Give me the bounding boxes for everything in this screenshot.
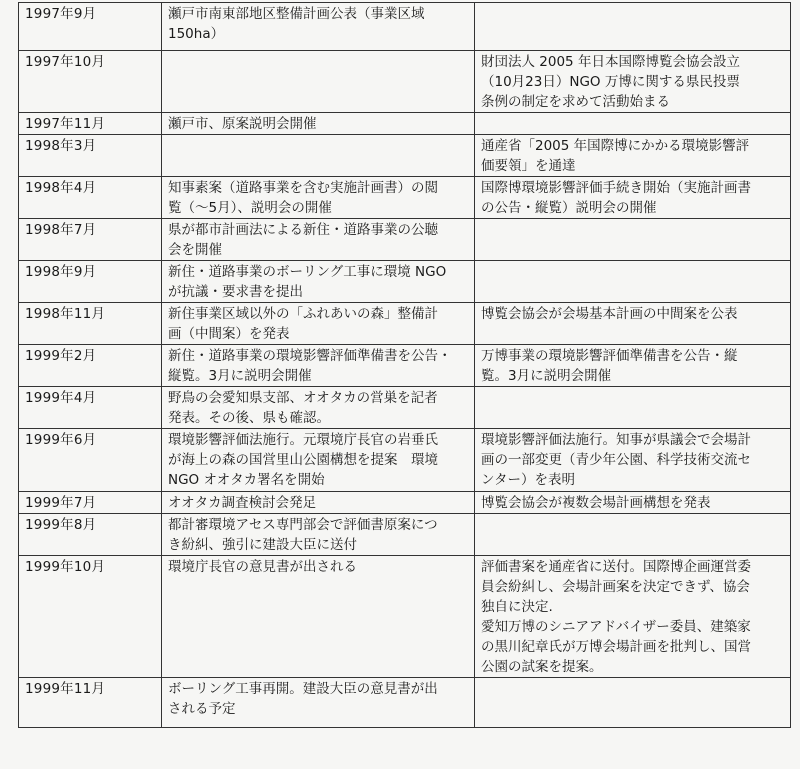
- table-row: [19, 3, 791, 51]
- date-cell: 1998年7月: [19, 219, 162, 261]
- table-row: [19, 387, 791, 429]
- date-cell: 1999年11月: [19, 678, 162, 728]
- date-cell: 1997年9月: [19, 3, 162, 51]
- table-row: [19, 492, 791, 514]
- date-cell: 1999年2月: [19, 345, 162, 387]
- table-row: [19, 177, 791, 219]
- table-row: [19, 514, 791, 556]
- table-row: [19, 303, 791, 345]
- local-event-cell: 野鳥の会愛知県支部、オオタカの営巣を記者 発表。その後、県も確認。: [162, 387, 475, 429]
- expo-event-cell: 通産省「2005 年国際博にかかる環境影響評 価要領」を通達: [475, 135, 791, 177]
- local-event-cell: 県が都市計画法による新住・道路事業の公聴 会を開催: [162, 219, 475, 261]
- expo-event-cell: [475, 387, 791, 429]
- expo-event-cell: [475, 113, 791, 135]
- expo-event-cell: [475, 3, 791, 51]
- date-cell: 1998年3月: [19, 135, 162, 177]
- expo-event-cell: [475, 514, 791, 556]
- local-event-cell: 環境影響評価法施行。元環境庁長官の岩垂氏 が海上の森の国営里山公園構想を提案 環境 NGO オオタカ署名を開始: [162, 429, 475, 492]
- table-row: [19, 51, 791, 113]
- local-event-cell: 新住・道路事業のボーリング工事に環境 NGO が抗議・要求書を提出: [162, 261, 475, 303]
- local-event-cell: 知事素案（道路事業を含む実施計画書）の閲 覧（〜5月）、説明会の開催: [162, 177, 475, 219]
- date-cell: 1999年7月: [19, 492, 162, 514]
- expo-event-cell: [475, 678, 791, 728]
- date-cell: 1999年6月: [19, 429, 162, 492]
- date-cell: 1998年9月: [19, 261, 162, 303]
- expo-event-cell: 博覧会協会が複数会場計画構想を発表: [475, 492, 791, 514]
- local-event-cell: 瀬戸市、原案説明会開催: [162, 113, 475, 135]
- table-row: [19, 556, 791, 678]
- expo-event-cell: [475, 219, 791, 261]
- date-cell: 1998年11月: [19, 303, 162, 345]
- local-event-cell: ボーリング工事再開。建設大臣の意見書が出 される予定: [162, 678, 475, 728]
- date-cell: 1999年8月: [19, 514, 162, 556]
- local-event-cell: [162, 135, 475, 177]
- local-event-cell: 都計審環境アセス専門部会で評価書原案につ き紛糾、強引に建設大臣に送付: [162, 514, 475, 556]
- table-row: [19, 113, 791, 135]
- local-event-cell: 環境庁長官の意見書が出される: [162, 556, 475, 678]
- expo-event-cell: 環境影響評価法施行。知事が県議会で会場計 画の一部変更（青少年公園、科学技術交流セ ンター）を表明: [475, 429, 791, 492]
- expo-event-cell: 評価書案を通産省に送付。国際博企画運営委 員会紛糾し、会場計画案を決定できず、協会 独自に決定. 愛知万博のシニアアドバイザー委員、建築家 の黒川紀章氏が万博会場計画を批判し、国営 公園の試案を提案。: [475, 556, 791, 678]
- local-event-cell: 新住事業区域以外の「ふれあいの森」整備計 画（中間案）を発表: [162, 303, 475, 345]
- table-row: [19, 219, 791, 261]
- table-row: [19, 678, 791, 728]
- date-cell: 1999年10月: [19, 556, 162, 678]
- local-event-cell: 瀬戸市南東部地区整備計画公表（事業区域 150ha）: [162, 3, 475, 51]
- table-row: [19, 429, 791, 492]
- local-event-cell: オオタカ調査検討会発足: [162, 492, 475, 514]
- expo-event-cell: 財団法人 2005 年日本国際博覧会協会設立 （10月23日）NGO 万博に関する県民投票 条例の制定を求めて活動始まる: [475, 51, 791, 113]
- expo-event-cell: 博覧会協会が会場基本計画の中間案を公表: [475, 303, 791, 345]
- date-cell: 1998年4月: [19, 177, 162, 219]
- local-event-cell: 新住・道路事業の環境影響評価準備書を公告・ 縦覧。3月に説明会開催: [162, 345, 475, 387]
- date-cell: 1999年4月: [19, 387, 162, 429]
- table-row: [19, 345, 791, 387]
- local-event-cell: [162, 51, 475, 113]
- date-cell: 1997年11月: [19, 113, 162, 135]
- expo-event-cell: 国際博環境影響評価手続き開始（実施計画書 の公告・縦覧）説明会の開催: [475, 177, 791, 219]
- expo-event-cell: [475, 261, 791, 303]
- expo-event-cell: 万博事業の環境影響評価準備書を公告・縦 覧。3月に説明会開催: [475, 345, 791, 387]
- table-row: [19, 135, 791, 177]
- chronology-table: [18, 2, 791, 728]
- date-cell: 1997年10月: [19, 51, 162, 113]
- table-row: [19, 261, 791, 303]
